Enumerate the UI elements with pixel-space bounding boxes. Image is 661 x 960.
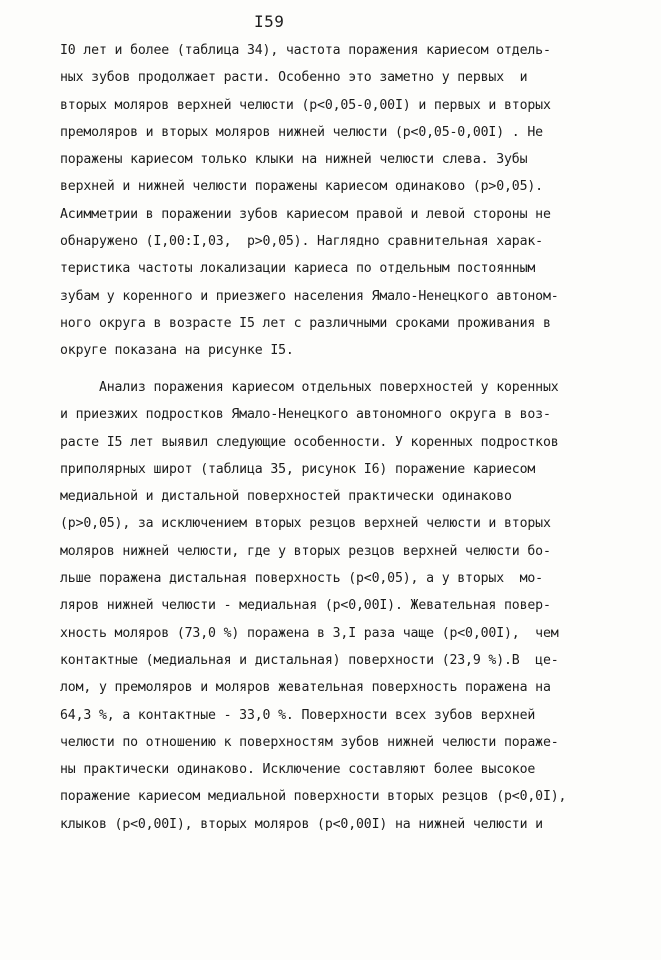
text-line: верхней и нижней челюсти поражены кариесом одинаково (p>0,05).	[60, 179, 543, 195]
text-line: Анализ поражения кариесом отдельных поверхностей у коренных	[60, 380, 559, 395]
text-line: лом, у премоляров и моляров жевательная поверхность поражена на	[60, 680, 551, 696]
text-line: поражение кариесом медиальной поверхности вторых резцов (p<0,0I),	[60, 789, 567, 805]
text-line: ляров нижней челюсти - медиальная (p<0,00I). Жевательная повер-	[60, 598, 551, 614]
text-line: клыков (p<0,00I), вторых моляров (p<0,00I) на нижней челюсти и	[60, 816, 543, 832]
text-line: Асимметрии в поражении зубов кариесом правой и левой стороны не	[60, 206, 551, 222]
text-line: премоляров и вторых моляров нижней челюсти (p<0,05-0,00I) . Не	[60, 124, 543, 140]
text-line: ны практически одинаково. Исключение составляют более высокое	[60, 762, 536, 778]
text-line: (p>0,05), за исключением вторых резцов верхней челюсти и вторых	[60, 516, 551, 532]
text-line: приполярных широт (таблица 35, рисунок I6) поражение кариесом	[60, 461, 536, 477]
text-line: медиальной и дистальной поверхностей практически одинаково	[60, 489, 512, 505]
paragraph-1	[60, 37, 620, 365]
text-line: расте I5 лет выявил следующие особенности. У коренных подростков	[60, 434, 559, 450]
text-line: вторых моляров верхней челюсти (p<0,05-0,00I) и первых и вторых	[60, 97, 551, 113]
text-line: хность моляров (73,0 %) поражена в 3,I раза чаще (p<0,00I), чем	[60, 625, 559, 641]
text-line: контактные (медиальная и дистальная) поверхности (23,9 %).В це-	[60, 652, 559, 668]
text-line: зубам у коренного и приезжего населения Ямало-Ненецкого автоном-	[60, 288, 559, 304]
text-line: I0 лет и более (таблица 34), частота поражения кариесом отдель-	[60, 43, 551, 58]
text-line: теристика частоты локализации кариеса по отдельным постоянным	[60, 261, 536, 277]
text-line: ных зубов продолжает расти. Особенно это заметно у первых и	[60, 70, 528, 86]
text-line: округе показана на рисунке I5.	[60, 343, 294, 359]
text-line: моляров нижней челюсти, где у вторых резцов верхней челюсти бо-	[60, 543, 551, 559]
text-line: и приезжих подростков Ямало-Ненецкого автономного округа в воз-	[60, 407, 551, 423]
text-line: поражены кариесом только клыки на нижней челюсти слева. Зубы	[60, 152, 528, 168]
text-line: льше поражена дистальная поверхность (p<0,05), а у вторых мо-	[60, 571, 543, 587]
text-line: челюсти по отношению к поверхностям зубов нижней челюсти пораже-	[60, 734, 559, 750]
page-number: I59	[254, 12, 285, 31]
text-line: обнаружено (I,00:I,03, p>0,05). Наглядно сравнительная харак-	[60, 234, 543, 250]
text-line: ного округа в возрасте I5 лет с различными сроками проживания в	[60, 315, 551, 331]
text-line: 64,3 %, а контактные - 33,0 %. Поверхности всех зубов верхней	[60, 707, 536, 723]
paragraph-2	[60, 374, 620, 838]
